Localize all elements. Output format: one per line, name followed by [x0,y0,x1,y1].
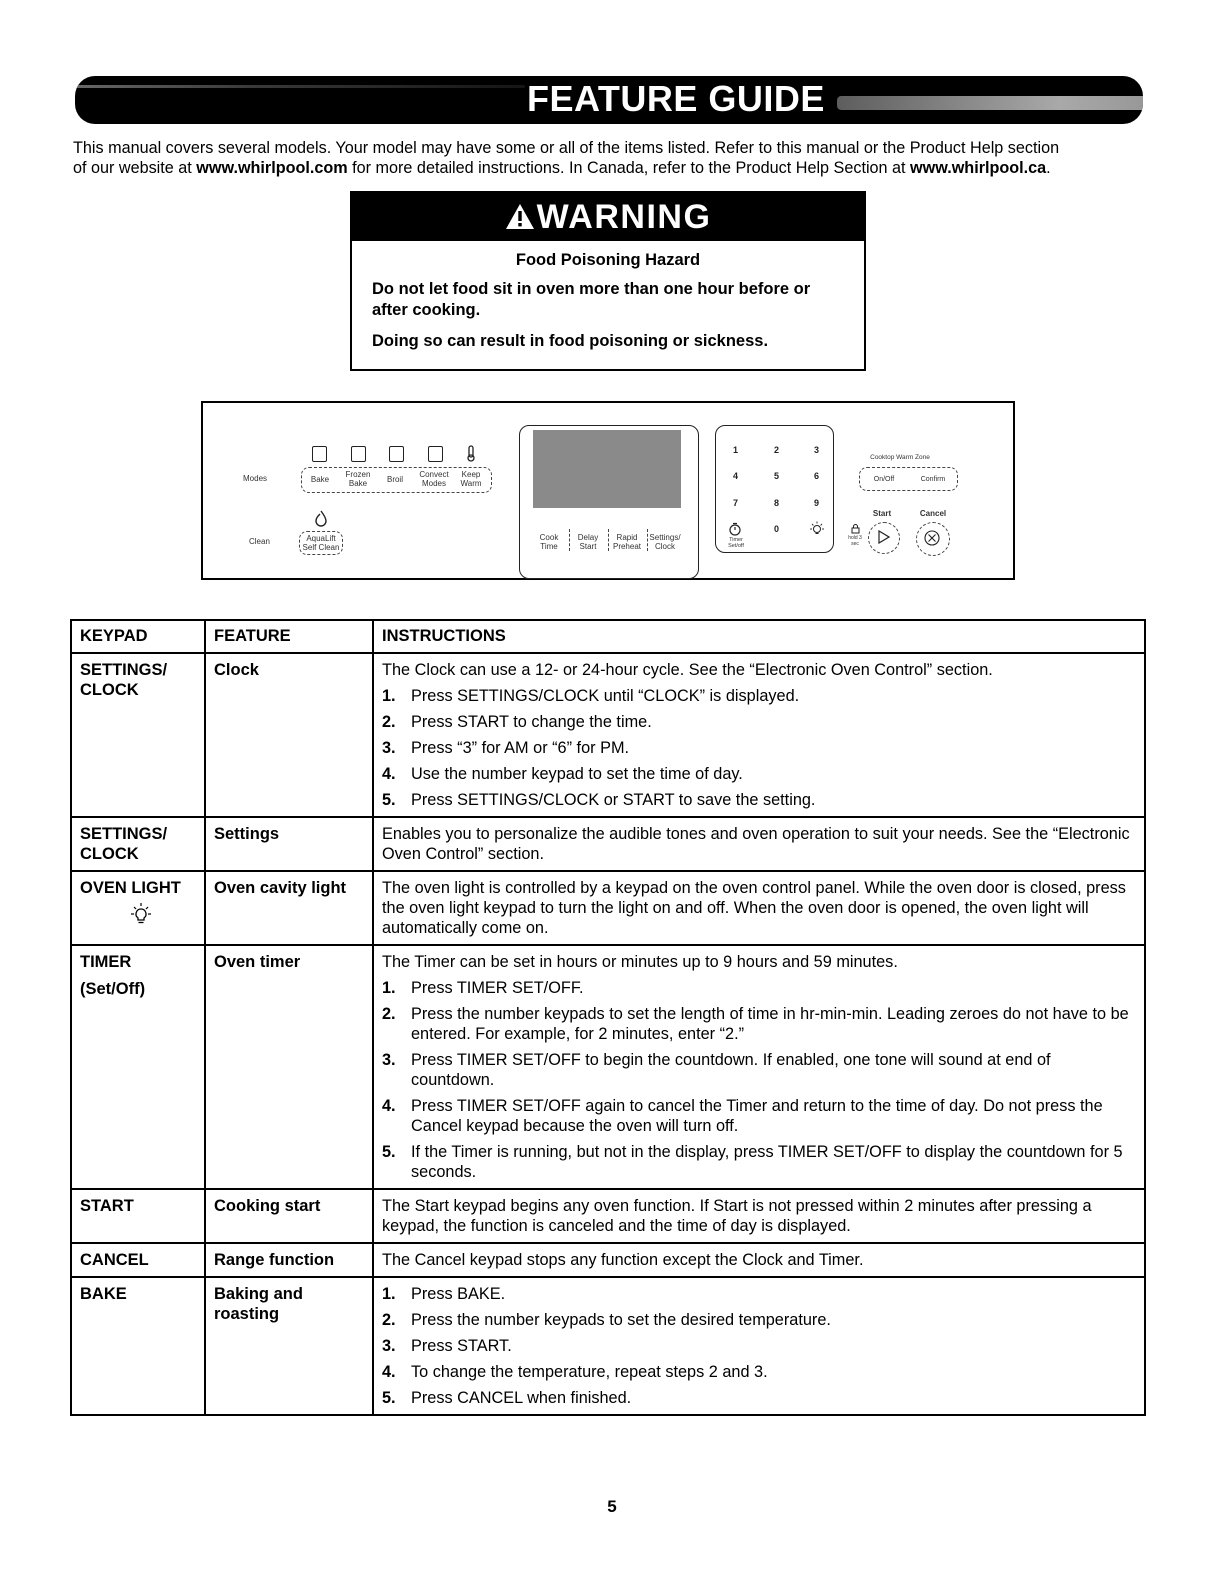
warm-zone-onoff-key[interactable]: On/Off [873,476,895,483]
warning-box [350,191,866,371]
key-divider [569,529,570,551]
key-divider [608,529,609,551]
step-item [382,1310,1136,1330]
bake-key[interactable]: Bake [310,475,330,484]
intro-line-1: This manual covers several models. Your model may have some or all of the items listed. Refer to this manual or the Product Help section [73,139,1060,157]
step-text: Press START to change the time. [411,713,652,731]
aqualift-label: AquaLift Self Clean [302,534,340,552]
frozen-bake-key[interactable]: Frozen Bake [345,470,371,488]
number-key-0[interactable]: 0 [774,524,780,534]
timer-icon[interactable] [728,522,742,536]
step-item [382,1336,1136,1356]
keypad-subname: (Set/Off) [80,980,146,998]
number-key-8[interactable]: 8 [774,498,780,508]
header-gloss-left [75,85,525,88]
number-key-2[interactable]: 2 [774,445,780,455]
whirlpool-us-link[interactable]: www.whirlpool.com [196,159,348,177]
table-row [71,817,1145,871]
step-number: 1. [382,687,396,705]
instruction-intro: The Cancel keypad stops any function except the Clock and Timer. [382,1251,864,1269]
instruction-intro: The oven light is controlled by a keypad on the oven control panel. While the oven door is closed, press the oven light keypad to turn the light on and off. When the oven door is opened, the oven light will automatically come on. [382,879,1126,937]
intro-text-a: of our website at [73,159,197,177]
broil-key[interactable]: Broil [386,475,403,484]
step-item [382,1388,1136,1408]
step-item [382,686,1136,706]
step-number: 3. [382,739,396,757]
step-item [382,1004,1136,1044]
cancel-x-icon [924,530,940,546]
keypad-cell: SETTINGS/ CLOCK [71,653,205,817]
keypad-name: TIMER [80,953,132,971]
feature-guide-header [75,76,1143,124]
step-text: Press BAKE. [411,1285,506,1303]
step-number: 1. [382,979,396,997]
page-number: 5 [607,1497,617,1516]
settings-clock-key[interactable]: Settings/ Clock [649,533,681,551]
keypad-cell: SETTINGS/ CLOCK [71,817,205,871]
clean-label: Clean [249,537,270,546]
step-text: If the Timer is running, but not in the display, press TIMER SET/OFF to display the countdown for 5 seconds. [411,1143,1123,1181]
number-key-4[interactable]: 4 [733,471,739,481]
instruction-steps [382,1284,1136,1408]
modes-label: Modes [243,474,268,483]
feature-column-header: FEATURE [205,620,373,653]
step-number: 3. [382,1337,396,1355]
instructions-cell [373,871,1145,945]
number-key-6[interactable]: 6 [814,471,820,481]
feature-cell: Range function [205,1243,373,1277]
keypad-cell: START [71,1189,205,1243]
intro-text-c: . [1046,159,1051,177]
keep-warm-icon [465,445,477,462]
instruction-steps [382,978,1136,1182]
instructions-cell [373,1189,1145,1243]
step-number: 4. [382,1363,396,1381]
table-row [71,871,1145,945]
bake-icon [312,446,327,462]
table-header-row [71,620,1145,653]
keep-warm-key[interactable]: Keep Warm [460,470,482,488]
step-text: Press “3” for AM or “6” for PM. [411,739,630,757]
step-item [382,1050,1136,1090]
whirlpool-ca-link[interactable]: www.whirlpool.ca [910,159,1047,177]
feature-cell: Settings [205,817,373,871]
hold-3-sec-label: hold 3 sec [848,535,862,547]
step-text: Press CANCEL when finished. [411,1389,632,1407]
rapid-preheat-key[interactable]: Rapid Preheat [612,533,642,551]
table-row [71,1277,1145,1415]
step-item [382,1096,1136,1136]
frozen-bake-icon [351,446,366,462]
number-key-3[interactable]: 3 [814,445,820,455]
cancel-label: Cancel [919,509,947,518]
feature-table [70,619,1146,1416]
warning-para-1: Do not let food sit in oven more than one hour before or after cooking. [372,280,811,319]
step-number: 5. [382,1143,396,1161]
instruction-intro: The Timer can be set in hours or minutes up to 9 hours and 59 minutes. [382,953,898,971]
table-row [71,1189,1145,1243]
step-text: Press TIMER SET/OFF again to cancel the Timer and return to the time of day. Do not press the Cancel keypad because the oven will turn off. [411,1097,1103,1135]
step-item [382,1362,1136,1382]
step-item [382,790,1136,810]
instruction-intro: Enables you to personalize the audible tones and oven operation to suit your needs. See the “Electronic Oven Control” section. [382,825,1130,863]
convect-modes-key[interactable]: Convect Modes [419,470,449,488]
step-number: 5. [382,1389,396,1407]
step-item [382,712,1136,732]
instructions-cell [373,1277,1145,1415]
keypad-cell [71,945,205,1189]
step-item [382,1284,1136,1304]
feature-cell: Cooking start [205,1189,373,1243]
oven-light-icon[interactable] [808,521,826,539]
aqualift-icon [313,509,329,527]
step-text: To change the temperature, repeat steps 2 and 3. [411,1363,768,1381]
step-number: 2. [382,1311,396,1329]
warning-header [352,193,864,241]
start-label: Start [872,509,892,518]
page-title: FEATURE GUIDE [527,78,825,119]
step-item [382,764,1136,784]
intro-line-2 [73,158,1163,178]
instruction-intro: The Clock can use a 12- or 24-hour cycle. See the “Electronic Oven Control” section. [382,661,993,679]
display-screen [533,430,681,508]
step-number: 4. [382,1097,396,1115]
step-text: Press TIMER SET/OFF to begin the countdown. If enabled, one tone will sound at end of countdown. [411,1051,1051,1089]
warm-zone-confirm-key[interactable]: Confirm [920,476,946,483]
table-row [71,1243,1145,1277]
step-text: Press TIMER SET/OFF. [411,979,584,997]
number-key-7[interactable]: 7 [733,498,739,508]
step-text: Press SETTINGS/CLOCK until “CLOCK” is displayed. [411,687,800,705]
step-item [382,978,1136,998]
intro-text-b: for more detailed instructions. In Canada, refer to the Product Help Section at [347,159,911,177]
keypad-cell [71,871,205,945]
header-gloss-right [837,96,1143,110]
step-number: 5. [382,791,396,809]
step-number: 2. [382,1005,396,1023]
keypad-column-header: KEYPAD [71,620,205,653]
intro-text [73,138,1163,178]
number-key-5[interactable]: 5 [774,471,780,481]
broil-icon [389,446,404,462]
step-number: 1. [382,1285,396,1303]
control-panel-illustration [201,401,1015,580]
table-row [71,653,1145,817]
step-item [382,738,1136,758]
instructions-column-header: INSTRUCTIONS [373,620,1145,653]
number-key-1[interactable]: 1 [733,445,739,455]
instructions-cell [373,945,1145,1189]
feature-cell: Baking and roasting [205,1277,373,1415]
warning-subtitle: Food Poisoning Hazard [515,251,701,269]
step-text: Use the number keypad to set the time of day. [411,765,743,783]
instructions-cell [373,1243,1145,1277]
step-item [382,1142,1136,1182]
timer-label: Timer Set/off [728,537,744,549]
feature-cell: Oven timer [205,945,373,1189]
step-number: 3. [382,1051,396,1069]
number-key-9[interactable]: 9 [814,498,820,508]
keypad-cell: BAKE [71,1277,205,1415]
step-number: 4. [382,765,396,783]
instructions-cell [373,653,1145,817]
instructions-cell [373,817,1145,871]
convect-icon [428,446,443,462]
warning-para-2: Doing so can result in food poisoning or sickness. [372,332,769,350]
cooktop-warm-zone-label: Cooktop Warm Zone [870,454,930,461]
instruction-intro: The Start keypad begins any oven function. If Start is not pressed within 2 minutes after pressing a keypad, the function is canceled and the time of day is displayed. [382,1197,1092,1235]
instruction-steps [382,686,1136,810]
play-icon [877,530,890,544]
step-text: Press the number keypads to set the desired temperature. [411,1311,831,1329]
step-text: Press START. [411,1337,512,1355]
lock-icon [851,524,860,534]
step-text: Press the number keypads to set the length of time in hr-min-min. Leading zeroes do not have to be entered. For example, for 2 minutes, enter “2.” [411,1005,1129,1043]
warning-title: WARNING [536,198,712,236]
keypad-cell: CANCEL [71,1243,205,1277]
step-number: 2. [382,713,396,731]
step-text: Press SETTINGS/CLOCK or START to save the setting. [411,791,816,809]
oven-light-icon [128,902,154,928]
cook-time-key[interactable]: Cook Time [539,533,559,551]
delay-start-key[interactable]: Delay Start [577,533,599,551]
table-row [71,945,1145,1189]
warning-triangle-icon [505,195,535,243]
keypad-name: OVEN LIGHT [80,879,181,897]
feature-cell: Oven cavity light [205,871,373,945]
feature-cell: Clock [205,653,373,817]
